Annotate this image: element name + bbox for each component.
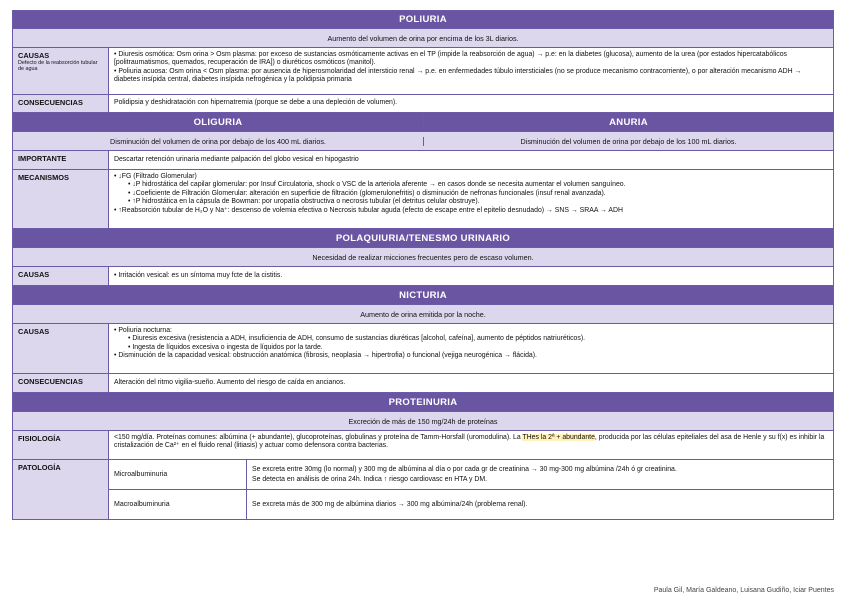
row-importante (12, 151, 834, 170)
patologia-table (109, 460, 833, 519)
row-fisiologia (12, 431, 834, 460)
summary-sheet (12, 10, 834, 520)
section-title-nicturia: NICTURIA (12, 286, 834, 305)
nicturia-ingesta-liquidos: • Ingesta de líquidos excesiva o ingesta de líquidos por la tarde. (128, 343, 323, 351)
mecanismo-coeficiente: • ↓Coeficiente de Filtración Glomerular: alteración en superficie de filtración (glomerulonefritis) o disminución de nefronas funcionales (insuf renal avanzada). (128, 189, 606, 197)
label-fisiologia: FISIOLOGÍA (13, 431, 109, 459)
mecanismo-capsula-bowman: • ↑P hidrostática en la cápsula de Bowman: por uropatía obstructiva o necrosis tubular (el detritus celular obstruye). (128, 198, 480, 206)
definition-proteinuria: Excreción de más de 150 mg/24h de proteínas (12, 412, 834, 431)
patologia-row-micro (109, 460, 833, 489)
patologia-row-macro (109, 489, 833, 519)
nicturia-diuresis-excesiva: • Diuresis excesiva (resistencia a ADH, insuficiencia de ADH, consumo de sustancias diuréticas [alcohol, cafeína], aumento de péptidos natriuréticos). (128, 335, 586, 343)
definition-anuria: Disminución del volumen de orina por debajo de los 100 mL diarios. (423, 137, 833, 146)
nicturia-causas-text (109, 324, 833, 373)
label-consecuencias: CONSECUENCIAS (13, 374, 109, 392)
label-importante: IMPORTANTE (13, 151, 109, 169)
macroalbuminuria-desc: Se excreta más de 300 mg de albúmina diarios → 300 mg albúmina/24h (problema renal). (252, 500, 528, 508)
fisiologia-highlight: THes la 2ª + abundante (522, 434, 595, 441)
label-causas: CAUSAS (13, 324, 109, 373)
label-causas: CAUSAS Defecto de la reabsorción tubular de agua (13, 48, 109, 94)
poliuria-consecuencias-text: Polidipsia y deshidratación con hipernatremia (porque se debe a una depleción de volumen). (114, 99, 398, 107)
section-title-anuria: ANURIA (423, 117, 833, 128)
definitions-oliguria-anuria (12, 132, 834, 151)
poliuria-causa-osmotica: • Diuresis osmótica: Osm orina > Osm plasma: por exceso de sustancias osmóticamente activas en el TP (impide la reabsorción de agua) → p.e: en la diabetes (glucosa), aumento de la urea (por estados hipercatabólicos [politraumatismos, quemados, recuperación de IRA]) o diuréticos osmóticos (manitol). (114, 51, 787, 67)
row-patologia (12, 460, 834, 520)
row-poliuria-causas (12, 48, 834, 95)
macroalbuminuria-label: Macroalbuminuria (109, 490, 247, 519)
mecanismo-fg: • ↓FG (Filtrado Glomerular) (114, 173, 197, 180)
label-mecanismos: MECANISMOS (13, 170, 109, 228)
poliuria-causas-text (109, 48, 833, 94)
section-title-poliuria: POLIURIA (12, 10, 834, 29)
definition-polaquiuria: Necesidad de realizar micciones frecuentes pero de escaso volumen. (12, 248, 834, 267)
definition-poliuria: Aumento del volumen de orina por encima de los 3L diarios. (12, 29, 834, 48)
row-nicturia-consecuencias (12, 374, 834, 393)
definition-oliguria: Disminución del volumen de orina por debajo de los 400 mL diarios. (110, 136, 326, 146)
row-polaquiuria-causas (12, 267, 834, 286)
section-title-proteinuria: PROTEINURIA (12, 393, 834, 412)
definition-nicturia: Aumento de orina emitida por la noche. (12, 305, 834, 324)
polaquiuria-causas-text: • Irritación vesical: es un síntoma muy fcte de la cistitis. (114, 271, 283, 279)
row-poliuria-consecuencias (12, 95, 834, 113)
label-patologia: PATOLOGÍA (13, 460, 109, 519)
label-causas: CAUSAS (13, 267, 109, 285)
nicturia-poliuria-nocturna: • Poliuria nocturna: (114, 327, 172, 334)
nicturia-consecuencias-text: Alteración del ritmo vigilia-sueño. Aumento del riesgo de caída en ancianos. (114, 378, 346, 386)
section-title-polaquiuria: POLAQUIURIA/TENESMO URINARIO (12, 229, 834, 248)
row-nicturia-causas (12, 324, 834, 374)
microalbuminuria-label: Microalbuminuria (109, 460, 247, 489)
label-causas-sub: Defecto de la reabsorción tubular de agua (18, 60, 98, 72)
poliuria-causa-acuosa: • Poliuria acuosa: Osm orina < Osm plasma: por ausencia de hiperosmolaridad del intersticio renal → p.e. en enfermedades túbulo intersticiales (no se produce mecanismo contracorriente), o por alteración mecanismo ADH → diabetes insípida central, diabetes insípida nefrogénica y la polidipsia primaria (114, 67, 802, 84)
importante-text: Descartar retención urinaria mediante palpación del globo vesical en hipogastrio (114, 155, 359, 163)
section-title-oliguria-anuria (12, 113, 834, 132)
fisiologia-text: <150 mg/día. Proteínas comunes: albúmina (+ abundante), glucoproteínas, globulinas y proteína de Tamm-Horsfall (uromodulina). La THes la 2ª + abundante, producida por las células epiteliales del asa de Henle y su f(x) es inhibir la cristalización de Ca²⁺ en el fluido renal (litiasis) y actuar como defensora contra bacterias. (114, 434, 825, 450)
section-title-oliguria: OLIGURIA (193, 116, 243, 128)
nicturia-capacidad-vesical: • Disminución de la capacidad vesical: obstrucción anatómica (fibrosis, neoplasia → hipertrofia) o funcional (vejiga neurogénica → flácida). (114, 352, 537, 360)
mecanismos-text (109, 170, 833, 228)
mecanismo-reabsorcion: • ↑Reabsorción tubular de H₂O y Na⁺: descenso de volemia efectiva o Necrosis tubular aguda (efecto de escape entre el epitelio desnudado) → SNS → SRAA → ADH (114, 206, 623, 214)
row-mecanismos (12, 170, 834, 229)
credits: Paula Gil, María Galdeano, Luisana Gudiño, Iciar Puentes (653, 587, 834, 594)
mecanismo-presion-capilar: • ↓P hidrostática del capilar glomerular: por Insuf Circulatoria, shock o VSC de la arteriola aferente → en casos donde se necesita aumentar el volumen sanguíneo. (128, 181, 626, 189)
label-consecuencias: CONSECUENCIAS (13, 95, 109, 112)
microalbuminuria-desc: Se excreta entre 30mg (lo normal) y 300 mg de albúmina al día o por cada gr de creatinina → 30 mg-300 mg albúmina /24h ó gr creatinina. Se detecta en análisis de orina 24h. Indica ↑ riesgo cardiovasc en HTA y DM. (252, 465, 677, 483)
